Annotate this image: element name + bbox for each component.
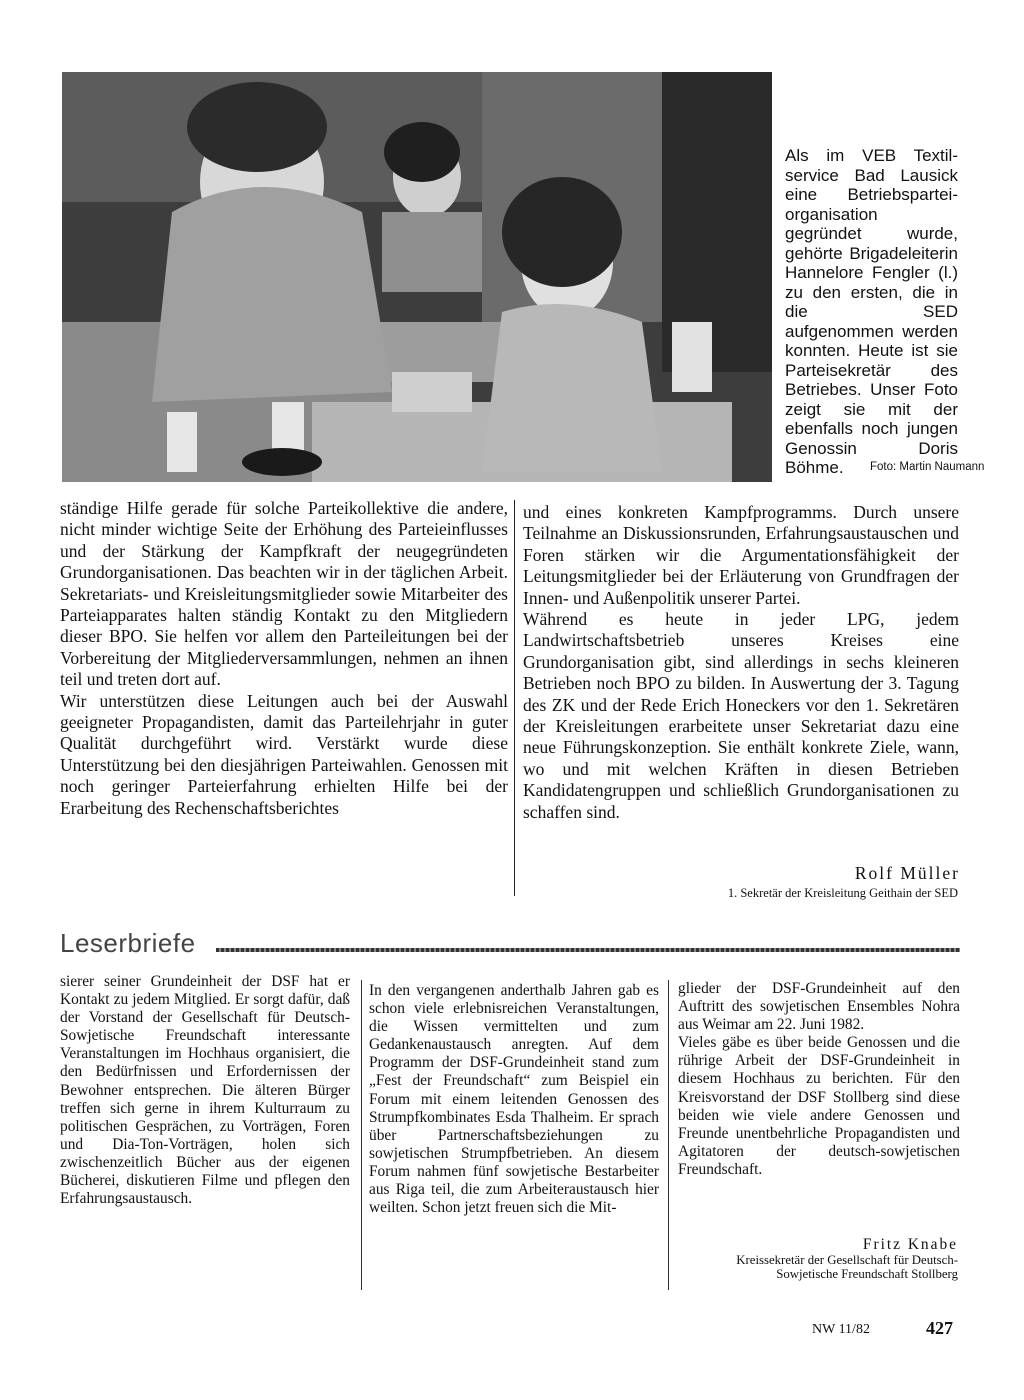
letter-paragraph: Vieles gäbe es über beide Genossen und die rührige Arbeit der DSF-Grundeinheit in diesem Hochhaus zu berichten. Für den Kreisvorstand der DSF Stollberg sind diese beiden wie viele andere Genossen und Freunde unentbehrliche Propagandisten und Agitatoren der deutsch-sowjetischen Freundschaft. xyxy=(678,1034,960,1178)
photo-credit: Foto: Martin Naumann xyxy=(870,461,985,473)
letters-column-3 xyxy=(678,980,960,1179)
letter-author-role: Kreissekretär der Gesellschaft für Deutsch-Sowjetische Freundschaft Stollberg xyxy=(736,1253,958,1281)
photo-caption: Als im VEB Textil-service Bad Lausick eine Betriebspartei-organisation gegründet wurde, gehörte Brigadeleiterin Hannelore Fengler (l.) zu den ersten, die in die SED aufgenommen werden konnten. Heute ist sie Parteisekretär des Betriebes. Unser Foto zeigt sie mit der ebenfalls noch jungen Genossin Doris Böhme. xyxy=(785,146,958,477)
issue-label: NW 11/82 xyxy=(812,1322,870,1337)
column-divider xyxy=(668,980,669,1290)
letter-paragraph: In den vergangenen anderthalb Jahren gab es schon viele erlebnisreichen Veranstaltungen, die Wissen vermittelten und zum Gedankenaustausch anregten. Auf dem Programm der DSF-Grundeinheit stand zum „Fest der Freundschaft“ zum Beispiel ein Forum mit einem leitenden Genossen des Strumpfkombinates Esda Thalheim. Er sprach über Partnerschaftsbeziehungen zu sowjetischen Strumpfbetrieben. An diesem Forum nahmen fünf sowjetische Bestarbeiter aus Riga teil, die zum Arbeiteraustausch hier weilten. Schon jetzt freuen sich die Mit- xyxy=(369,982,659,1217)
article-author-role: 1. Sekretär der Kreisleitung Geithain der SED xyxy=(727,886,958,900)
article-paragraph: Wir unterstützen diese Leitungen auch bei der Auswahl geeigneter Propagandisten, damit das Parteilehrjahr in guter Qualität durchgeführt wird. Verstärkt wurde diese Unterstützung bei den diesjährigen Parteiwahlen. Genossen mit noch geringer Parteierfahrung erhielten Hilfe bei der Erarbeitung des Rechenschaftsberichtes xyxy=(60,690,508,818)
letters-column-1 xyxy=(60,973,350,1208)
letter-paragraph: sierer seiner Grundeinheit der DSF hat er Kontakt zu jedem Mitglied. Er sorgt dafür, daß der Vorstand der Gesellschaft für Deutsch-Sowjetische Freundschaft interessante Veranstaltungen im Hochhaus organisiert, die den Bedürfnissen und Erfordernissen der Bewohner entsprechen. Die älteren Bürger treffen sich gerne in ihrem Kulturraum zu politischen Gesprächen, zu Vorträgen, Foren und Dia-Ton-Vorträgen, holen sich zwischenzeitlich Bücher aus der eigenen Bücherei, diskutieren Filme und pflegen den Erfahrungsaustausch. xyxy=(60,973,350,1208)
article-author: Rolf Müller xyxy=(854,863,960,883)
column-divider xyxy=(514,500,515,896)
article-column-2 xyxy=(523,502,959,823)
article-column-1 xyxy=(60,498,508,819)
article-paragraph: ständige Hilfe gerade für solche Parteikollektive die andere, nicht minder wichtige Seite der Erhöhung des Parteieinflusses und der Stärkung der Kampfkraft der neugegründeten Grundorganisationen. Das beachten wir in der täglichen Arbeit. Sekretariats- und Kreisleitungsmitglieder sowie Mitarbeiter des Parteiapparates halten ständig Kontakt zu den Mitgliedern dieser BPO. Sie helfen vor allem den Parteileitungen bei der Vorbereitung der Mitgliederversammlungen, nehmen an ihnen teil und treten dort auf. xyxy=(60,498,508,690)
letter-paragraph: glieder der DSF-Grundeinheit auf den Auftritt des sowjetischen Ensembles Nohra aus Weimar am 22. Juni 1982. xyxy=(678,980,960,1034)
section-rule xyxy=(216,948,960,952)
letters-column-2 xyxy=(369,982,659,1217)
section-title: Leserbriefe xyxy=(60,928,196,958)
photo-sewing-workshop xyxy=(62,72,772,482)
column-divider xyxy=(361,980,362,1290)
page-number: 427 xyxy=(926,1318,953,1338)
article-paragraph: Während es heute in jeder LPG, jedem Landwirtschaftsbetrieb unseres Kreises eine Grundorganisation gibt, sind allerdings in sechs kleineren Betrieben noch BPO zu bilden. In Auswertung der 3. Tagung des ZK und der Rede Erich Honeckers vor den 1. Sekretären der Kreisleitungen erarbeitete unser Sekretariat dazu eine neue Führungskonzeption. Sie enthält konkrete Ziele, wann, wo und mit welchen Kräften in diesen Betrieben Kandidatengruppen und schließlich Grundorganisationen zu schaffen sind. xyxy=(523,609,959,822)
newspaper-photo xyxy=(62,72,772,482)
article-paragraph: und eines konkreten Kampfprogramms. Durch unsere Teilnahme an Diskussionsrunden, Erfahrungsaustauschen und Foren stärken wir die Argumentationsfähigkeit der Leitungsmitglieder bei der Erläuterung von Grundfragen der Innen- und Außenpolitik unserer Partei. xyxy=(523,502,959,608)
letter-author: Fritz Knabe xyxy=(862,1236,958,1253)
